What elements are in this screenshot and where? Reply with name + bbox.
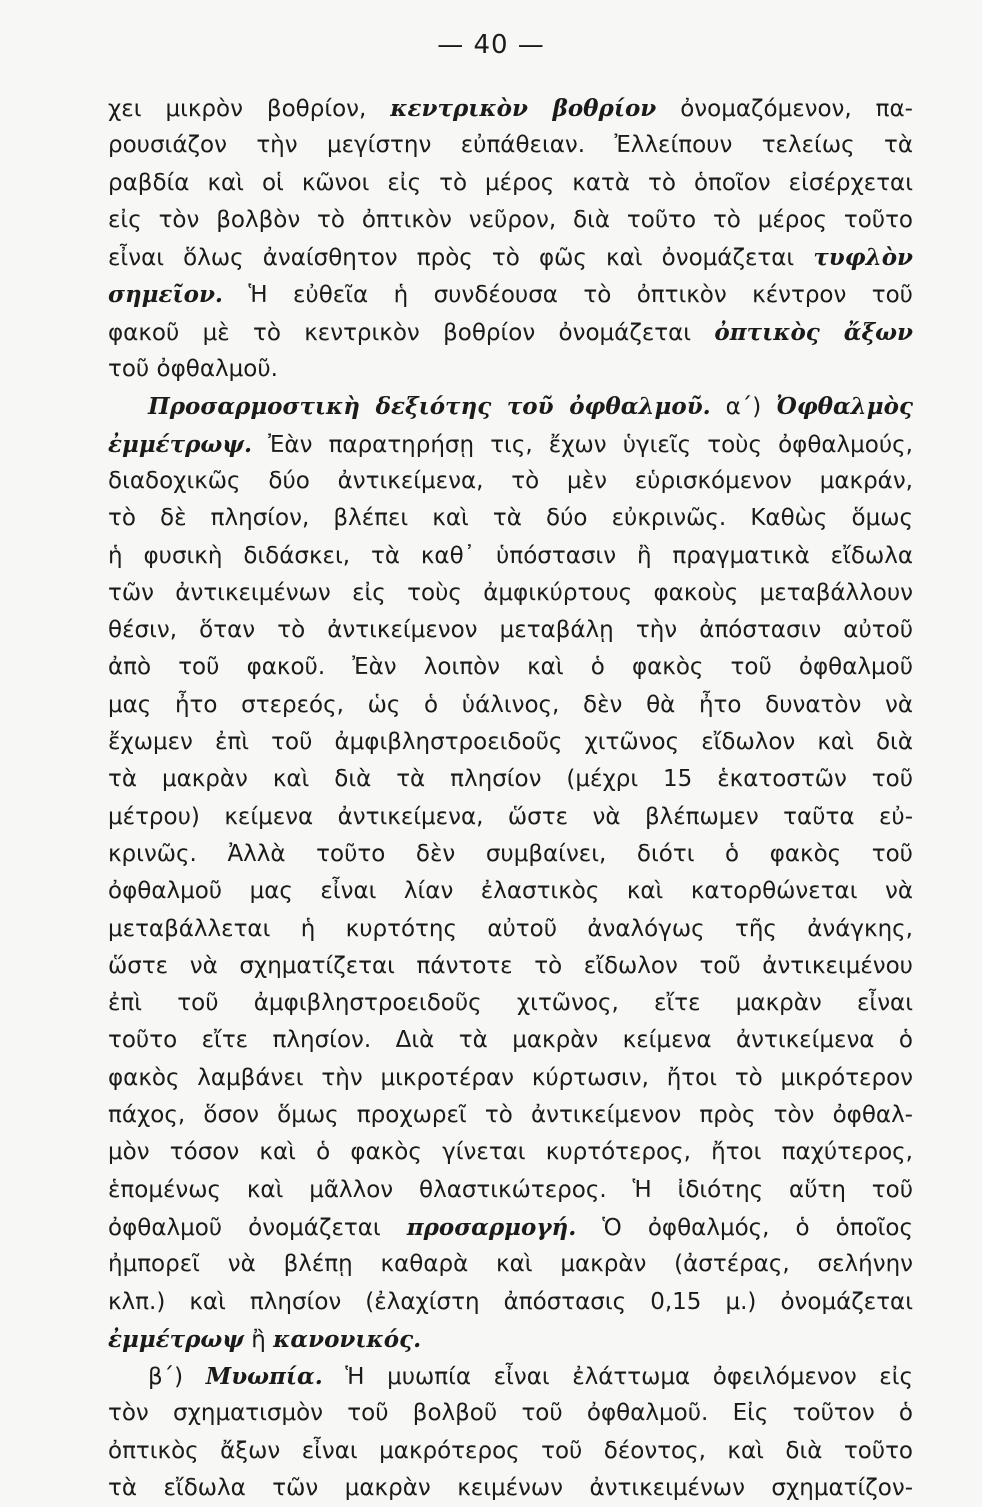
text-segment: κλπ.) καὶ πλησίον (ἐλαχίστη ἀπόστασις 0,15 μ.) ὀνομάζεται: [108, 1288, 913, 1315]
text-line: [108, 426, 913, 463]
emphasized-term: κεντρικὸν βοθρίον: [390, 95, 657, 122]
emphasized-term: τυφλὸν: [813, 244, 913, 272]
text-line: [108, 202, 913, 239]
text-line: [108, 1433, 913, 1470]
text-segment: τῶν ἀντικειμένων εἰς τοὺς ἀμφικύρτους φακοὺς μεταβάλλουν: [108, 579, 913, 606]
text-segment: ραβδία καὶ οἱ κῶνοι εἰς τὸ μέρος κατὰ τὸ ὁποῖον εἰσέρχεται: [108, 169, 913, 196]
text-segment: ὥστε νὰ σχηματίζεται πάντοτε τὸ εἴδωλον τοῦ ἀντικειμένου: [108, 952, 913, 979]
emphasized-term: ἐμμέτρωψ.: [108, 430, 252, 458]
text-segment: ρουσιάζον τὴν μεγίστην εὐπάθειαν. Ἐλλείπουν τελείως τὰ: [108, 132, 913, 159]
text-segment: εἶναι ὅλως ἀναίσθητον πρὸς τὸ φῶς καὶ ὀνομάζεται: [108, 245, 814, 272]
body-text: [108, 90, 913, 1507]
text-line: [108, 314, 913, 351]
text-segment: τοῦ ὀφθαλμοῦ.: [108, 356, 278, 383]
text-line: [108, 1172, 913, 1209]
text-segment: ὀνομαζόμενον, πα-: [656, 96, 913, 122]
emphasized-term: σημεῖον.: [108, 281, 223, 309]
text-line: [108, 612, 913, 649]
text-segment: μέτρου) κείμενα ἀντικείμενα, ὥστε νὰ βλέπωμεν ταῦτα εὐ-: [108, 803, 913, 830]
text-line: [108, 1246, 913, 1283]
text-segment: ὀπτικὸς ἄξων εἶναι μακρότερος τοῦ δέοντος, καὶ διὰ τοῦτο: [108, 1437, 913, 1464]
text-segment: ἠμπορεῖ νὰ βλέπῃ καθαρὰ καὶ μακρὰν (ἀστέρας, σελήνην: [108, 1251, 913, 1278]
page-number: — 40 —: [437, 30, 545, 60]
text-line: [108, 165, 913, 202]
emphasized-term: Ὀφθαλμὸς: [776, 393, 913, 421]
text-line: [108, 1134, 913, 1171]
text-segment: τὰ μακρὰν καὶ διὰ τὰ πλησίον (μέχρι 15 ἑκατοστῶν τοῦ: [108, 766, 913, 793]
emphasized-term: Προσαρμοστικὴ δεξιότης τοῦ ὀφθαλμοῦ.: [148, 393, 711, 421]
text-segment: ὀφθαλμοῦ ὀνομάζεται: [108, 1214, 407, 1241]
text-line: [108, 761, 913, 798]
emphasized-term: προσαρμογή.: [406, 1213, 577, 1241]
text-segment: Ὁ ὀφθαλμός, ὁ ὁποῖος: [576, 1214, 913, 1241]
text-segment: ἀπὸ τοῦ φακοῦ. Ἐὰν λοιπὸν καὶ ὁ φακὸς τοῦ ὀφθαλμοῦ: [108, 654, 913, 681]
text-line: [108, 239, 913, 276]
text-line: [108, 687, 913, 724]
text-segment: μας ἦτο στερεός, ὡς ὁ ὑάλινος, δὲν θὰ ἦτο δυνατὸν νὰ: [108, 691, 913, 718]
text-line: [108, 276, 913, 313]
text-line: [108, 1209, 913, 1246]
text-line: [108, 500, 913, 537]
text-segment: ἡ φυσικὴ διδάσκει, τὰ καθ᾽ ὑπόστασιν ἢ πραγματικὰ εἴδωλα: [108, 542, 913, 569]
text-line: [108, 1395, 913, 1432]
text-line: [108, 724, 913, 761]
text-segment: ἑπομένως καὶ μᾶλλον θλαστικώτερος. Ἡ ἰδιότης αὕτη τοῦ: [108, 1176, 913, 1203]
emphasized-term: ὀπτικὸς ἄξων: [714, 318, 913, 346]
text-segment: τὰ εἴδωλα τῶν μακρὰν κειμένων ἀντικειμένων σχηματίζον-: [108, 1474, 913, 1501]
text-segment: τὸν σχηματισμὸν τοῦ βολβοῦ τοῦ ὀφθαλμοῦ. Εἰς τοῦτον ὁ: [108, 1400, 913, 1427]
text-line: [108, 575, 913, 612]
text-line: [108, 90, 913, 127]
text-line: [108, 799, 913, 836]
text-line: [108, 836, 913, 873]
emphasized-term: κανονικός.: [273, 1325, 422, 1353]
text-line: [108, 1060, 913, 1097]
text-line: [108, 463, 913, 500]
text-segment: φακὸς λαμβάνει τὴν μικροτέραν κύρτωσιν, ἤτοι τὸ μικρότερον: [108, 1064, 913, 1091]
text-segment: διαδοχικῶς δύο ἀντικείμενα, τὸ μὲν εὑρισκόμενον μακράν,: [108, 467, 913, 494]
text-line: [108, 911, 913, 948]
text-segment: τὸ δὲ πλησίον, βλέπει καὶ τὰ δύο εὐκρινῶς. Καθὼς ὅμως: [108, 505, 913, 532]
text-line: [108, 1358, 913, 1395]
text-segment: τοῦτο εἴτε πλησίον. Διὰ τὰ μακρὰν κείμενα ἀντικείμενα ὁ: [108, 1027, 913, 1054]
text-line: [108, 1470, 913, 1507]
text-segment: χει μικρὸν βοθρίον,: [108, 96, 391, 122]
text-segment: ἐπὶ τοῦ ἀμφιβληστροειδοῦς χιτῶνος, εἴτε μακρὰν εἶναι: [108, 990, 913, 1017]
text-segment: Ἐὰν παρατηρήσῃ τις, ἔχων ὑγιεῖς τοὺς ὀφθαλμούς,: [251, 431, 913, 458]
text-segment: φακοῦ μὲ τὸ κεντρικὸν βοθρίον ὀνομάζεται: [108, 319, 715, 346]
text-segment: ἔχωμεν ἐπὶ τοῦ ἀμφιβληστροειδοῦς χιτῶνος εἴδωλον καὶ διὰ: [108, 729, 913, 756]
text-line: [108, 351, 913, 388]
text-segment: μὸν τόσον καὶ ὁ φακὸς γίνεται κυρτότερος, ἤτοι παχύτερος,: [108, 1139, 913, 1166]
text-segment: εἰς τὸν βολβὸν τὸ ὀπτικὸν νεῦρον, διὰ τοῦτο τὸ μέρος τοῦτο: [108, 206, 913, 233]
text-segment: ἢ: [243, 1326, 274, 1353]
text-segment: Ἡ εὐθεῖα ἡ συνδέουσα τὸ ὀπτικὸν κέντρον τοῦ: [222, 282, 913, 309]
text-segment: Ἡ μυωπία εἶναι ἐλάττωμα ὀφειλόμενον εἰς: [322, 1364, 913, 1391]
text-segment: ὀφθαλμοῦ μας εἶναι λίαν ἐλαστικὸς καὶ κατορθώνεται νὰ: [108, 878, 913, 905]
text-segment: μεταβάλλεται ἡ κυρτότης αὐτοῦ ἀναλόγως τῆς ἀνάγκης,: [108, 915, 913, 942]
text-segment: β΄): [148, 1364, 206, 1391]
emphasized-term: Μυωπία.: [205, 1363, 323, 1391]
text-segment: θέσιν, ὅταν τὸ ἀντικείμενον μεταβάλῃ τὴν ἀπόστασιν αὐτοῦ: [108, 617, 913, 644]
text-line: [108, 1097, 913, 1134]
text-line: [108, 388, 913, 425]
text-line: [108, 1284, 913, 1321]
text-segment: α΄): [710, 394, 777, 421]
text-segment: πάχος, ὅσον ὅμως προχωρεῖ τὸ ἀντικείμενον πρὸς τὸν ὀφθαλ-: [108, 1102, 913, 1129]
text-line: [108, 985, 913, 1022]
text-segment: κρινῶς. Ἀλλὰ τοῦτο δὲν συμβαίνει, διότι ὁ φακὸς τοῦ: [108, 840, 913, 867]
text-line: [108, 1321, 913, 1358]
text-line: [108, 948, 913, 985]
text-line: [108, 538, 913, 575]
text-line: [108, 873, 913, 910]
text-line: [108, 649, 913, 686]
emphasized-term: ἐμμέτρωψ: [108, 1325, 244, 1353]
text-line: [108, 127, 913, 164]
text-line: [108, 1022, 913, 1059]
